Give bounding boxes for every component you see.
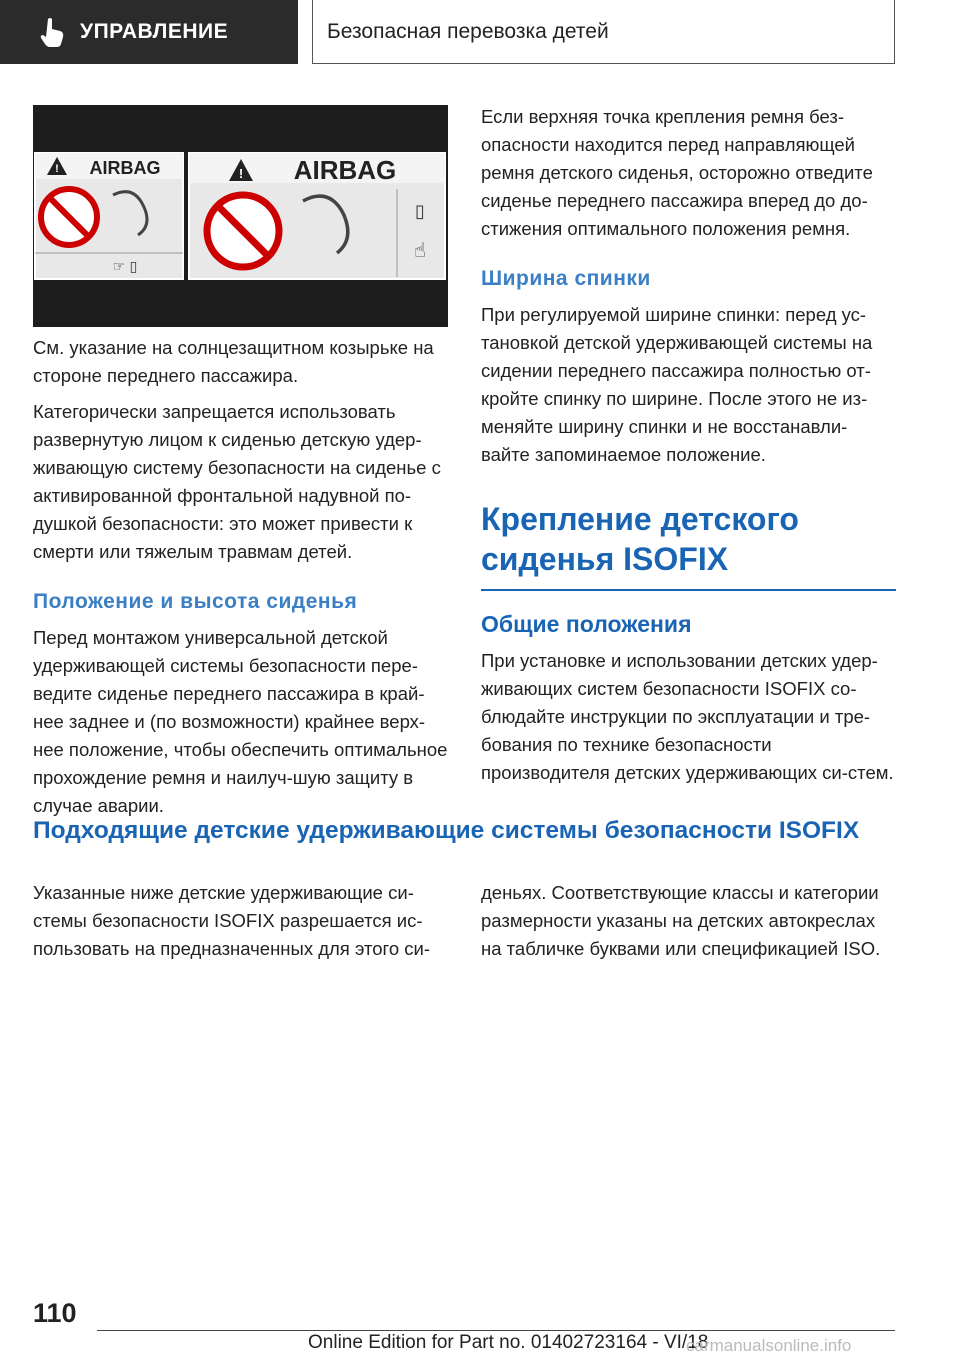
- right-column: [481, 103, 896, 795]
- watermark: carmanualsonline.info: [686, 1336, 852, 1355]
- airbag-text-small: AIRBAG: [89, 158, 161, 178]
- seat-position-paragraph: Перед монтажом универсальной детской удерживающей системы безопасности пере-ведите сиденье переднего пассажира в край-нее заднее и (по возможности) крайнее верх-нее положение, чтобы обеспечить оптимальное прохождение ремня и наилуч-шую защиту в случае аварии.: [33, 627, 448, 816]
- general-provisions-paragraph: При установке и использовании детских удер-живающих систем безопасности ISOFIX со-блюдайте инструкции по эксплуатации и тре-бования по технике безопасности производителя детских удерживающих си-стем.: [481, 650, 894, 783]
- header-section-tab: [0, 0, 298, 64]
- isofix-systems-heading: Подходящие детские удерживающие системы безопасности ISOFIX: [33, 817, 860, 844]
- svg-text:!: !: [55, 163, 59, 175]
- chapter-title: Безопасная перевозка детей: [327, 19, 609, 43]
- belt-anchor-paragraph: Если верхняя точка крепления ремня без-опасности находится перед направляющей ремня детского сиденья, осторожно отведите сиденье переднего пассажира вперед до до-стижения оптимального положения ремня.: [481, 106, 873, 239]
- svg-text:!: !: [238, 166, 244, 181]
- backrest-width-heading: Ширина спинки: [481, 267, 651, 290]
- airbag-warning-label-image: [33, 105, 448, 327]
- general-provisions-heading: Общие положения: [481, 611, 692, 637]
- footer-edition: Online Edition for Part no. 01402723164 - VI/18: [308, 1332, 709, 1353]
- warning-paragraph: Категорически запрещается использовать развернутую лицом к сиденью детскую удер-живающую систему безопасности на сиденье с активированной фронтальной надувной по-душкой безопасности: это может привести к смерти или тяжелым травмам детей.: [33, 401, 441, 562]
- svg-text:▯: ▯: [415, 201, 425, 222]
- bottom-left-paragraph: Указанные ниже детские удерживающие си-стемы безопасности ISOFIX разрешается ис-пользовать на предназначенных для этого си-: [33, 882, 431, 959]
- svg-text:☝: ☝: [413, 238, 427, 262]
- left-column: [33, 334, 448, 828]
- backrest-width-paragraph: При регулируемой ширине спинки: перед ус-тановкой детской удерживающей системы на сидении переднего пассажира полностью от-кройте спинку по ширине. После этого не из-меняйте ширину спинки и не восстанавли-вайте запоминаемое положение.: [481, 304, 873, 465]
- footer-divider: [97, 1330, 895, 1331]
- visor-note: См. указание на солнцезащитном козырьке на стороне переднего пассажира.: [33, 337, 434, 386]
- isofix-section-heading: Крепление детского сиденья ISOFIX: [481, 499, 896, 591]
- bottom-right-paragraph: деньях. Соответствующие классы и категории размерности указаны на детских автокреслах на табличке буквами или спецификацией ISO.: [481, 882, 881, 959]
- section-label: УПРАВЛЕНИЕ: [80, 20, 229, 43]
- seat-position-heading: Положение и высота сиденья: [33, 590, 358, 613]
- page-number: 110: [33, 1298, 77, 1328]
- svg-text:☞ ▯: ☞ ▯: [112, 259, 138, 275]
- header-title-box: [312, 0, 895, 64]
- pointing-hand-icon: [40, 17, 66, 47]
- airbag-text-large: AIRBAG: [293, 155, 397, 185]
